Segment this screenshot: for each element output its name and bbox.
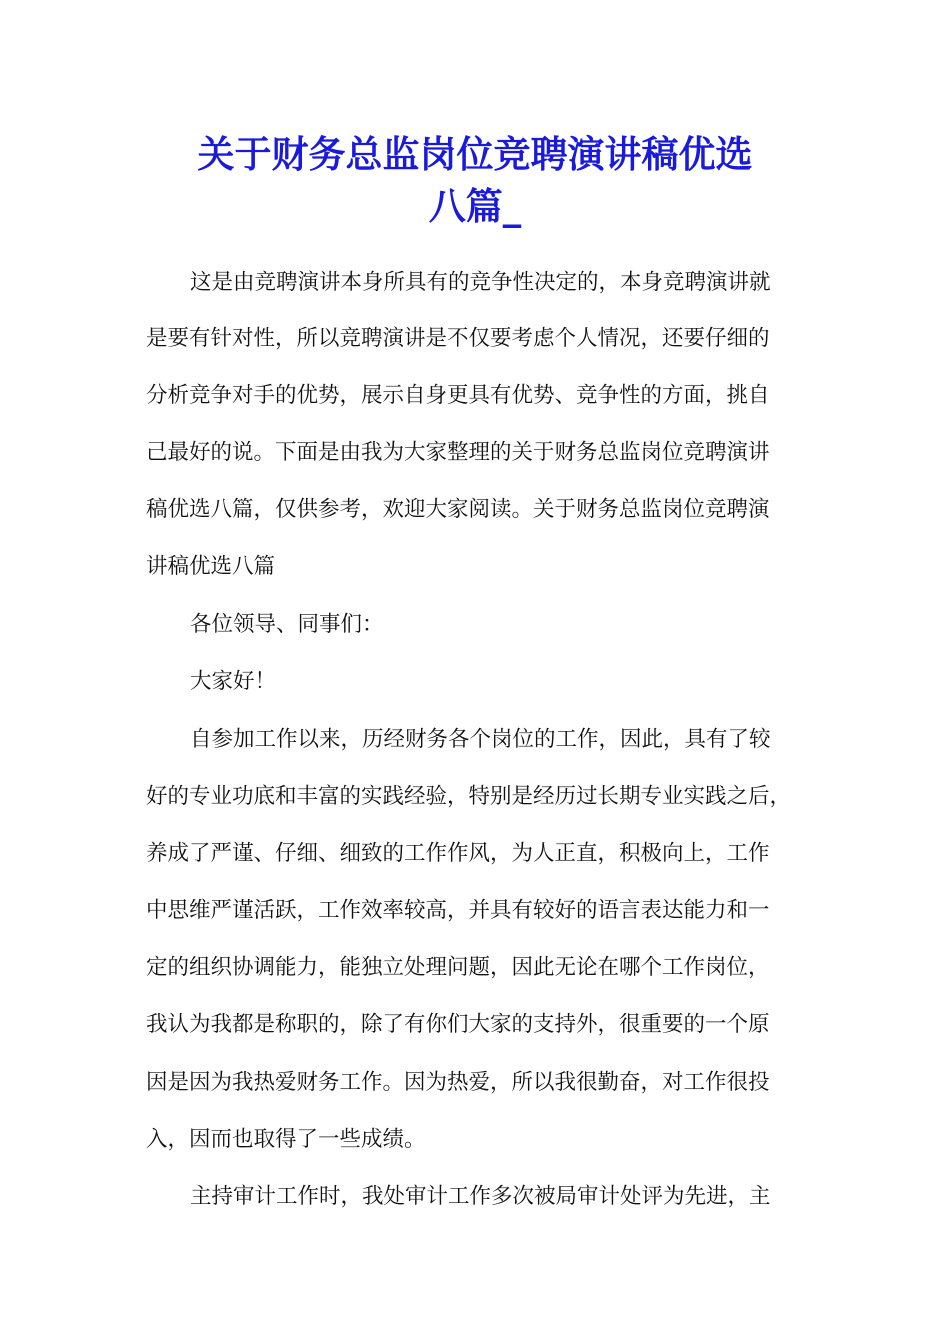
paragraph-line: 是要有针对性，所以竞聘演讲是不仅要考虑个人情况，还要仔细的 (146, 326, 770, 351)
document-title-line-1: 关于财务总监岗位竞聘演讲稿优选 (197, 132, 753, 176)
greeting-line: 大家好！ (190, 669, 277, 694)
paragraph-line: 这是由竞聘演讲本身所具有的竞争性决定的，本身竞聘演讲就 (190, 270, 771, 295)
paragraph-line: 入，因而也取得了一些成绩。 (146, 1127, 426, 1152)
paragraph-line: 中思维严谨活跃，工作效率较高，并具有较好的语言表达能力和一 (146, 898, 770, 923)
paragraph-line: 分析竞争对手的优势，展示自身更具有优势、竞争性的方面，挑自 (146, 383, 770, 408)
document-title-line-2: 八篇_ (428, 184, 522, 228)
paragraph-line: 因是因为我热爱财务工作。因为热爱，所以我很勤奋，对工作很投 (146, 1070, 770, 1095)
paragraph-line: 稿优选八篇，仅供参考，欢迎大家阅读。关于财务总监岗位竞聘演 (146, 497, 770, 522)
paragraph-line: 我认为我都是称职的，除了有你们大家的支持外，很重要的一个原 (146, 1012, 770, 1037)
paragraph-line: 主持审计工作时，我处审计工作多次被局审计处评为先进，主 (190, 1184, 771, 1209)
salutation-line: 各位领导、同事们： (190, 612, 384, 637)
paragraph-line: 定的组织协调能力，能独立处理问题，因此无论在哪个工作岗位， (146, 955, 770, 980)
paragraph-line: 自参加工作以来，历经财务各个岗位的工作，因此，具有了较 (190, 727, 771, 752)
paragraph-line: 己最好的说。下面是由我为大家整理的关于财务总监岗位竞聘演讲 (146, 440, 770, 465)
paragraph-line: 养成了严谨、仔细、细致的工作作风，为人正直，积极向上，工作 (146, 841, 770, 866)
paragraph-line: 好的专业功底和丰富的实践经验，特别是经历过长期专业实践之后， (146, 784, 792, 809)
paragraph-line: 讲稿优选八篇 (146, 554, 276, 579)
